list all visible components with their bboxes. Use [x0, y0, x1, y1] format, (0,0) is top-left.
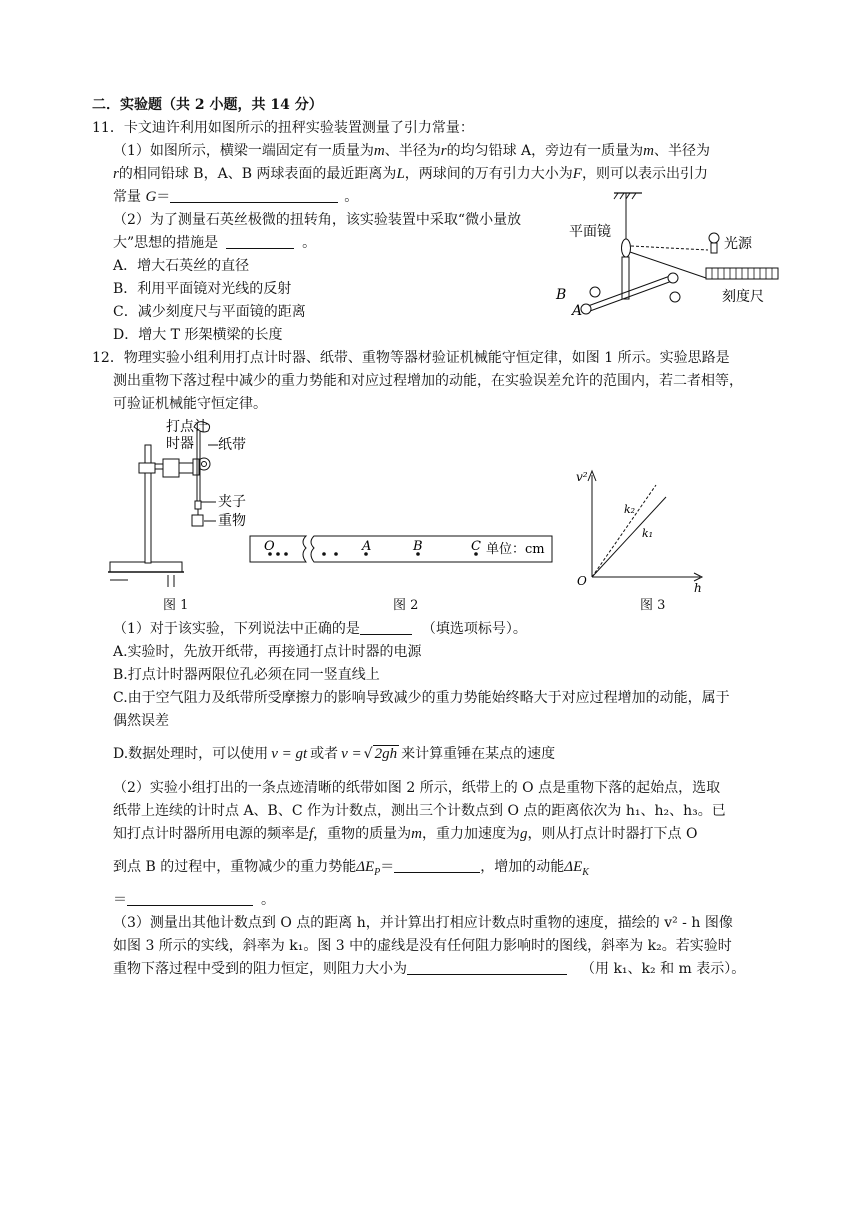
section-heading: 二．实验题（共 2 小题，共 14 分） — [92, 97, 323, 113]
q12-part3-line3 — [113, 959, 745, 979]
q12-part3-line1: （3）测量出其他计数点到 O 点的距离 h，并计算出打相应计数点时重物的速度，描绘的 v² - h 图像 — [113, 915, 733, 931]
caption-figure-1: 图 1 — [163, 598, 189, 613]
text: 的相同铅球 B，A、B 两球表面的最近距离为 — [118, 166, 397, 182]
label-k1: k₁ — [642, 527, 654, 540]
axis-label-x: h — [694, 581, 702, 593]
answer-blank-choice[interactable] — [360, 620, 412, 635]
label-timer-1: 打点计 — [166, 419, 208, 435]
q11-option-c: C．减少刻度尺与平面镜的距离 — [113, 304, 306, 320]
label-ball-a: A — [572, 303, 583, 319]
text: 、半径为 — [384, 143, 441, 159]
figure-2-tape — [248, 530, 558, 570]
var-m: m — [411, 826, 423, 842]
label-k2: k₂ — [624, 503, 636, 516]
formula-v-gt: v = gt — [271, 746, 308, 762]
text: ，增加的动能 — [480, 859, 565, 875]
caption-figure-3: 图 3 — [640, 598, 666, 613]
label-clip: 夹子 — [218, 494, 246, 510]
q11-part1-line2 — [113, 164, 708, 184]
label-origin: O — [577, 574, 587, 588]
answer-blank-method[interactable] — [226, 234, 294, 249]
label-tape: 纸带 — [218, 437, 246, 453]
text: （用 k₁、k₂ 和 m 表示）。 — [581, 961, 746, 977]
delta-ek: ΔE — [564, 859, 583, 875]
delta-ek-sub: K — [582, 866, 589, 878]
torsion-balance-figure — [548, 188, 788, 320]
formula-2gh: 2gh — [374, 746, 398, 762]
formula-v-eq: v = — [341, 746, 362, 762]
q11-option-d: D．增大 T 形架横梁的长度 — [113, 327, 283, 343]
text: ＝ — [113, 892, 127, 908]
sqrt-sign: √ — [363, 746, 373, 762]
q12-part3-line2: 如图 3 所示的实线，斜率为 k₁。图 3 中的虚线是没有任何阻力影响时的图线，斜率为 k₂。若实验时 — [113, 938, 732, 954]
q11-stem: 11．卡文迪许利用如图所示的扭秤实验装置测量了引力常量： — [92, 120, 474, 136]
q12-stem-3: 可验证机械能守恒定律。 — [113, 396, 267, 412]
text: ，重物的质量为 — [313, 826, 412, 842]
tape-label-o: O — [264, 539, 275, 554]
q11-option-a: A．增大石英丝的直径 — [113, 258, 250, 274]
text: ，则可以表示出引力 — [581, 166, 708, 182]
label-ball-b: B — [556, 287, 567, 303]
q11-part2-line2 — [113, 233, 316, 253]
var-G: G — [145, 189, 157, 205]
q11-part1-line1 — [113, 141, 710, 161]
answer-blank-force[interactable] — [407, 960, 567, 975]
q12-option-a: A.实验时，先放开纸带，再接通打点计时器的电源 — [113, 644, 422, 660]
tape-label-a: A — [362, 539, 372, 554]
tape-label-c: C — [471, 539, 481, 554]
tape-label-b: B — [413, 539, 423, 554]
tape-unit-label: 单位：cm — [486, 542, 545, 557]
caption-figure-2: 图 2 — [393, 598, 419, 613]
var-L: L — [396, 166, 405, 182]
q12-part1 — [113, 619, 527, 639]
text: 知打点计时器所用电源的频率是 — [113, 826, 309, 842]
text: ，则从打点计时器打下点 O — [527, 826, 698, 842]
text: 大”思想的措施是 — [113, 235, 219, 251]
label-weight: 重物 — [218, 513, 246, 529]
figure-3-graph — [570, 465, 710, 593]
q12-part2-line2: 纸带上连续的计时点 A、B、C 作为计数点，测出三个计数点到 O 点的距离依次为 h₁、h₂、h₃。已 — [113, 803, 726, 819]
label-light-source: 光源 — [724, 236, 752, 252]
q12-part2-line3 — [113, 824, 697, 844]
text: 重物下落过程中受到的阻力恒定，则阻力大小为 — [113, 961, 407, 977]
text: （1）如图所示，横梁一端固定有一质量为 — [113, 143, 374, 159]
q12-stem-2: 测出重物下落过程中减少的重力势能和对应过程增加的动能，在实验误差允许的范围内，若二者相等， — [113, 373, 743, 389]
var-m: m — [373, 143, 385, 159]
text: 来计算重锤在某点的速度 — [401, 746, 556, 762]
text: ，重力加速度为 — [422, 826, 521, 842]
text: 。 — [261, 892, 275, 908]
var-m: m — [643, 143, 654, 159]
q12-option-c-line1: C.由于空气阻力及纸带所受摩擦力的影响导致减少的重力势能始终略大于对应过程增加的动能，属于 — [113, 690, 730, 706]
q12-option-c-line2: 偶然误差 — [113, 713, 169, 729]
figure-1-apparatus — [108, 415, 258, 595]
label-ruler: 刻度尺 — [722, 289, 764, 305]
text: 的均匀铅球 A，旁边有一质量为 — [446, 143, 644, 159]
text: ＝ — [380, 859, 395, 875]
delta-ep-sub: P — [374, 866, 381, 878]
text: （1）对于该实验，下列说法中正确的是 — [113, 621, 360, 637]
answer-blank-g[interactable] — [170, 188, 338, 203]
var-r: r — [113, 166, 119, 182]
text: 到点 B 的过程中，重物减少的重力势能 — [113, 859, 357, 875]
q12-part2-line4 — [113, 857, 589, 883]
label-timer-2: 时器 — [166, 436, 194, 452]
text: （填选项标号）。 — [421, 621, 527, 637]
var-g: g — [520, 826, 528, 842]
text: D.数据处理时，可以使用 — [113, 746, 269, 762]
answer-blank-ep[interactable] — [394, 858, 480, 873]
text: 。 — [302, 235, 317, 251]
text: 。 — [344, 189, 359, 205]
text: 或者 — [310, 746, 339, 762]
var-f: f — [309, 826, 314, 842]
text: ，两球间的万有引力大小为 — [404, 166, 573, 182]
q11-part2-line1: （2）为了测量石英丝极微的扭转角，该实验装置中采取“微小量放 — [113, 212, 522, 228]
text: 常量 — [113, 189, 146, 205]
q12-part2-line1: （2）实验小组打出的一条点迹清晰的纸带如图 2 所示，纸带上的 O 点是重物下落的起始点，选取 — [113, 780, 721, 796]
q12-part2-line5 — [113, 890, 275, 910]
var-F: F — [572, 166, 582, 182]
axis-label-y: v² — [576, 470, 588, 484]
text: ＝ — [156, 189, 171, 205]
q12-option-d — [113, 742, 555, 766]
q12-option-b: B.打点计时器两限位孔必须在同一竖直线上 — [113, 667, 380, 683]
var-r: r — [440, 143, 447, 159]
answer-blank-ek[interactable] — [127, 891, 253, 906]
q12-stem-1: 12．物理实验小组利用打点计时器、纸带、重物等器材验证机械能守恒定律，如图 1 所示。实验思路是 — [92, 350, 730, 366]
q11-part1-line3 — [113, 187, 358, 207]
label-mirror: 平面镜 — [569, 224, 611, 240]
q11-option-b: B．利用平面镜对光线的反射 — [113, 281, 292, 297]
text: 、半径为 — [654, 143, 710, 159]
delta-ep: ΔE — [356, 859, 375, 875]
